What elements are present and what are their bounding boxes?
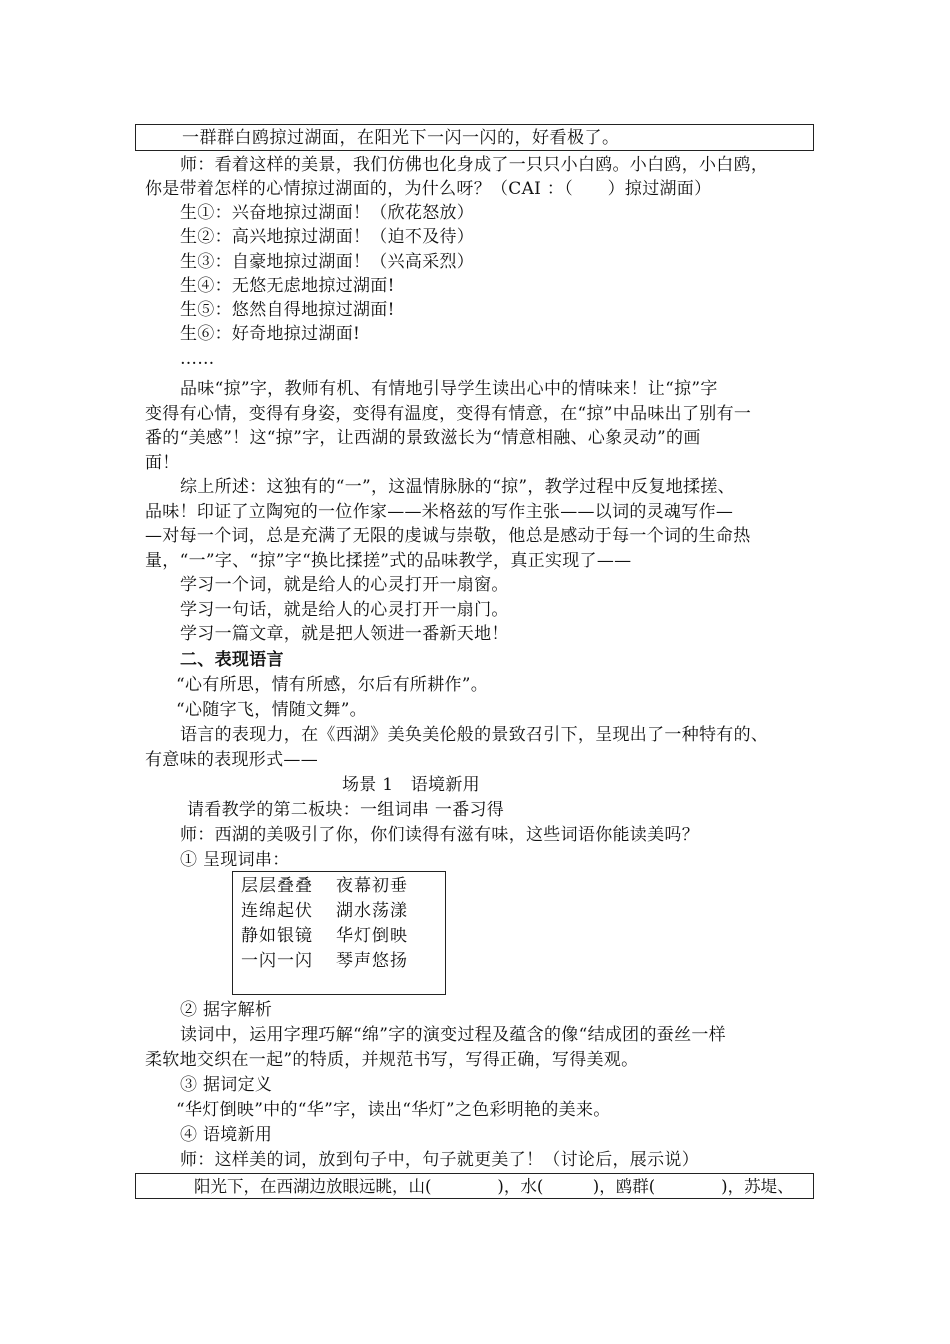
savor-paragraph-line-1: 品味“掠”字，教师有机、有情地引导学生读出心中的情味来！让“掠”字 <box>180 379 718 399</box>
vocab-word: 华灯倒映 <box>336 926 408 946</box>
learn-line-1: 学习一个词，就是给人的心灵打开一扇窗。 <box>180 575 509 595</box>
step-4-heading: ④ 语境新用 <box>180 1125 273 1145</box>
ellipsis: …… <box>180 349 215 369</box>
vocab-word: 静如银镜 <box>241 926 313 946</box>
scene-title: 场景 1 语境新用 <box>342 775 480 795</box>
student-answer-2: 生②：高兴地掠过湖面！（迫不及待） <box>180 227 475 247</box>
teacher-question-line-1: 师：看着这样的美景，我们仿佛也化身成了一只只小白鸥。小白鸥，小白鸥， <box>180 155 769 175</box>
teacher-question-2: 师：西湖的美吸引了你，你们读得有滋有味，这些词语你能读美吗？ <box>180 825 699 845</box>
summary-paragraph-line-1: 综上所述：这独有的“一”，这温情脉脉的“掠”，教学过程中反复地揉搓、 <box>180 477 735 497</box>
fill-in-sentence: 阳光下，在西湖边放眼远眺，山( )，水( )，鸥群( )，苏堤、 <box>194 1177 794 1196</box>
step-3-heading: ③ 据词定义 <box>180 1075 273 1095</box>
fill-in-box-bottom <box>135 1173 814 1199</box>
student-answer-4: 生④：无悠无虑地掠过湖面! <box>180 276 395 296</box>
learn-line-2: 学习一句话，就是给人的心灵打开一扇门。 <box>180 600 509 620</box>
expressive-paragraph-line-1: 语言的表现力，在《西湖》美奂美伦般的景致召引下，呈现出了一种特有的、 <box>180 725 769 745</box>
quote-2: “心随字飞，情随文舞”。 <box>176 700 367 720</box>
vocab-word: 湖水荡漾 <box>336 901 408 921</box>
summary-paragraph-line-3: —对每一个词，总是充满了无限的虔诚与崇敬，他总是感动于每一个词的生命热 <box>145 526 751 546</box>
vocab-row <box>241 949 445 974</box>
student-answer-1: 生①：兴奋地掠过湖面！（欣花怒放） <box>180 203 475 223</box>
highlight-box-top-text: 一群群白鸥掠过湖面，在阳光下一闪一闪的，好看极了。 <box>182 128 620 148</box>
section-heading: 二、表现语言 <box>180 650 284 670</box>
expressive-paragraph-line-2: 有意味的表现形式—— <box>145 750 318 770</box>
vocab-word: 层层叠叠 <box>241 876 313 896</box>
second-block-intro: 请看教学的第二板块：一组词串 一番习得 <box>187 800 505 820</box>
step-2-heading: ② 据字解析 <box>180 1000 273 1020</box>
student-answer-6: 生⑥：好奇地掠过湖面! <box>180 324 361 344</box>
learn-line-3: 学习一篇文章，就是把人领进一番新天地！ <box>180 624 509 644</box>
vocab-word: 一闪一闪 <box>241 951 313 971</box>
vocab-word: 琴声悠扬 <box>336 951 408 971</box>
vocab-row <box>241 899 445 924</box>
teacher-prompt-3: 师：这样美的词，放到句子中，句子就更美了！（讨论后，展示说） <box>180 1150 699 1170</box>
summary-paragraph-line-2: 品味！印证了立陶宛的一位作家——米格兹的写作主张——以词的灵魂写作— <box>145 502 734 522</box>
highlight-box-top <box>135 124 814 151</box>
vocab-box <box>232 871 446 995</box>
savor-paragraph-line-4: 面！ <box>145 453 180 473</box>
savor-paragraph-line-3: 番的“美感”！这“掠”字，让西湖的景致滋长为“情意相融、心象灵动”的画 <box>145 428 701 448</box>
teacher-question-line-2: 你是带着怎样的心情掠过湖面的，为什么呀？（CAI ：（ ）掠过湖面） <box>145 179 712 199</box>
savor-paragraph-line-2: 变得有心情，变得有身姿，变得有温度，变得有情意，在“掠”中品味出了别有一 <box>145 404 752 424</box>
step-3-paragraph: “华灯倒映”中的“华”字，读出“华灯”之色彩明艳的美来。 <box>176 1100 611 1120</box>
vocab-word: 夜幕初垂 <box>336 876 408 896</box>
vocab-word: 连绵起伏 <box>241 901 313 921</box>
student-answer-5: 生⑤：悠然自得地掠过湖面! <box>180 300 395 320</box>
summary-paragraph-line-4: 量，“一”字、“掠”字“换比揉搓”式的品味教学，真正实现了—— <box>145 551 632 571</box>
student-answer-3: 生③：自豪地掠过湖面！（兴高采烈） <box>180 252 475 272</box>
step-2-paragraph-line-1: 读词中，运用字理巧解“绵”字的演变过程及蕴含的像“结成团的蚕丝一样 <box>180 1025 726 1045</box>
vocab-row <box>241 874 445 899</box>
step-2-paragraph-line-2: 柔软地交织在一起”的特质，并规范书写，写得正确，写得美观。 <box>145 1050 639 1070</box>
quote-1: “心有所思，情有所感，尔后有所耕作”。 <box>176 675 489 695</box>
vocab-row <box>241 924 445 949</box>
step-1-heading: ① 呈现词串： <box>180 850 290 870</box>
